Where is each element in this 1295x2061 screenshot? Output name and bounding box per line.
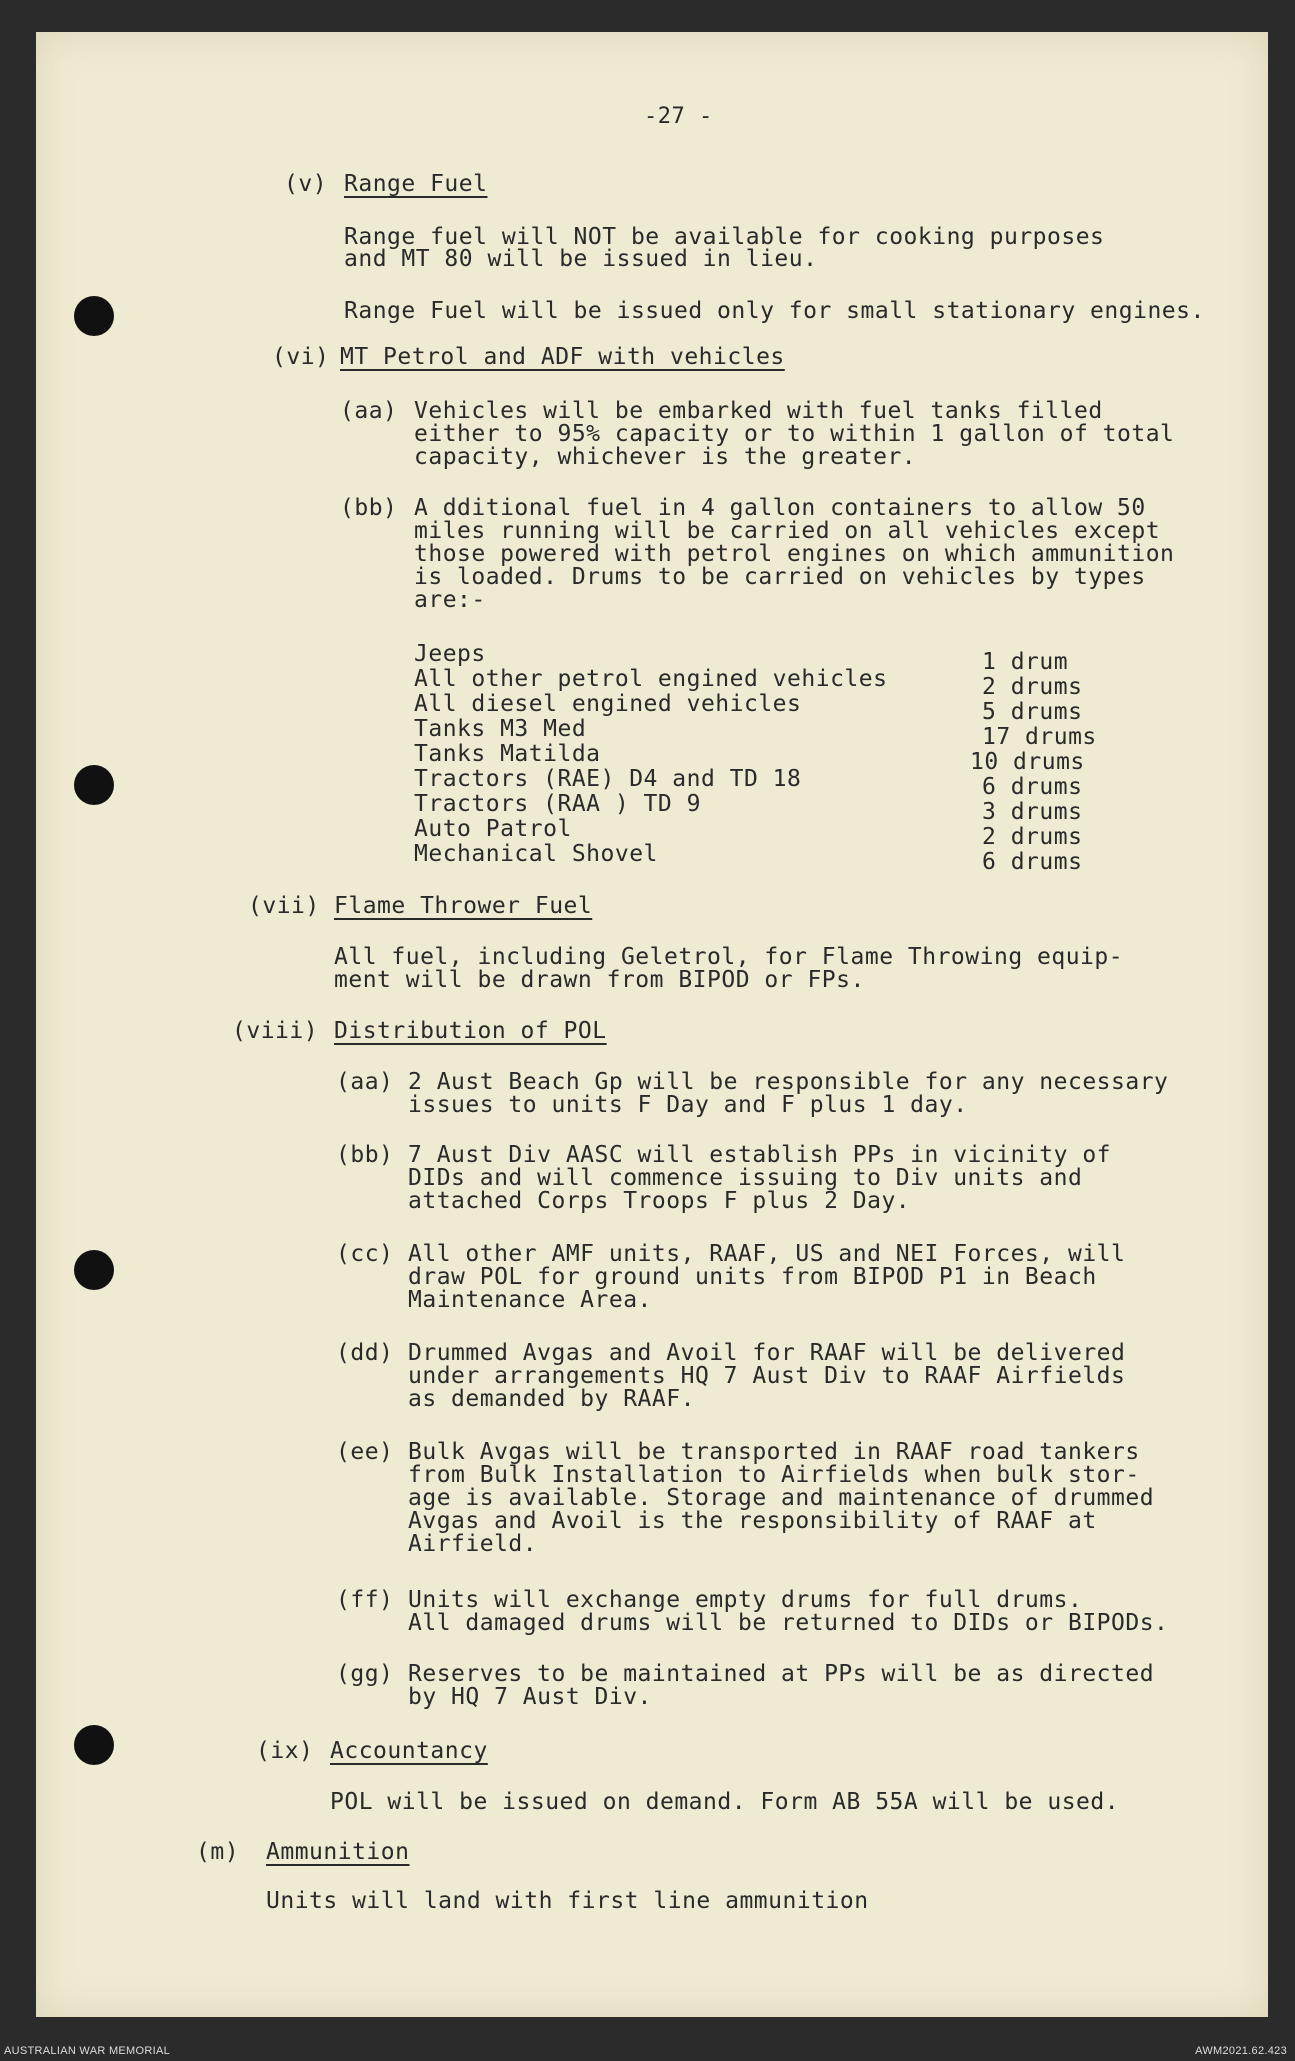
item-line: Airfield. — [408, 1531, 538, 1557]
item-line: age is available. Storage and maintenance of drummed — [408, 1485, 1155, 1511]
section-ix-num: (ix) — [256, 1738, 314, 1764]
vehicle-type: Tanks M3 Med — [414, 716, 587, 742]
item-line: Vehicles will be embarked with fuel tanks filled — [414, 398, 1103, 424]
item-line: DIDs and will commence issuing to Div units and — [408, 1165, 1083, 1191]
item-label: (bb) — [336, 1142, 394, 1168]
item-line: Maintenance Area. — [408, 1287, 652, 1313]
document-page — [36, 32, 1268, 2017]
item-line: 7 Aust Div AASC will establish PPs in vicinity of — [408, 1142, 1112, 1168]
item-line: 2 Aust Beach Gp will be responsible for any necessary — [408, 1069, 1169, 1095]
section-viii-num: (viii) — [232, 1018, 319, 1044]
section-ix-title: Accountancy — [330, 1738, 488, 1764]
item-label: (cc) — [336, 1241, 394, 1267]
vehicle-type: Jeeps — [414, 641, 486, 667]
punch-hole — [74, 296, 114, 336]
vehicle-type: Mechanical Shovel — [414, 841, 658, 867]
vehicle-drums: 2 drums — [982, 824, 1083, 850]
item-line: from Bulk Installation to Airfields when bulk stor- — [408, 1462, 1140, 1488]
punch-hole — [74, 1725, 114, 1765]
vehicle-type: Auto Patrol — [414, 816, 572, 842]
item-line: All damaged drums will be returned to DIDs or BIPODs. — [408, 1610, 1169, 1636]
section-vi-num: (vi) — [272, 344, 330, 370]
item-line: Units will exchange empty drums for full drums. — [408, 1587, 1083, 1613]
vehicle-drums: 6 drums — [982, 774, 1083, 800]
section-viii-title: Distribution of POL — [334, 1018, 607, 1044]
vehicle-type: Tractors (RAE) D4 and TD 18 — [414, 766, 802, 792]
vehicle-type: Tanks Matilda — [414, 741, 601, 767]
item-line: is loaded. Drums to be carried on vehicles by types — [414, 564, 1146, 590]
item-line: Avgas and Avoil is the responsibility of RAAF at — [408, 1508, 1097, 1534]
vehicle-type: All diesel engined vehicles — [414, 691, 802, 717]
item-line: those powered with petrol engines on which ammunition — [414, 541, 1175, 567]
item-label: (gg) — [336, 1661, 394, 1687]
vehicle-drums: 17 drums — [982, 724, 1097, 750]
vehicle-drums: 2 drums — [982, 674, 1083, 700]
vehicle-drums: 10 drums — [970, 749, 1085, 775]
item-line: Bulk Avgas will be transported in RAAF road tankers — [408, 1439, 1140, 1465]
punch-hole — [74, 1250, 114, 1290]
section-vii-line: ment will be drawn from BIPOD or FPs. — [334, 967, 865, 993]
item-line: as demanded by RAAF. — [408, 1386, 695, 1412]
vehicle-type: Tractors (RAA ) TD 9 — [414, 791, 701, 817]
item-line: are:- — [414, 587, 486, 613]
section-vii-num: (vii) — [248, 893, 320, 919]
section-v-line: and MT 80 will be issued in lieu. — [344, 246, 818, 272]
item-label: (aa) — [340, 398, 398, 424]
vehicle-drums: 6 drums — [982, 849, 1083, 875]
item-label: (dd) — [336, 1340, 394, 1366]
section-v-line: Range Fuel will be issued only for small stationary engines. — [344, 298, 1205, 324]
item-line: Reserves to be maintained at PPs will be as directed — [408, 1661, 1155, 1687]
item-line: issues to units F Day and F plus 1 day. — [408, 1092, 968, 1118]
item-line: attached Corps Troops F plus 2 Day. — [408, 1188, 911, 1214]
vehicle-drums: 5 drums — [982, 699, 1083, 725]
item-line: A dditional fuel in 4 gallon containers to allow 50 — [414, 495, 1146, 521]
section-ix-line: POL will be issued on demand. Form AB 55A will be used. — [330, 1789, 1120, 1815]
item-line: under arrangements HQ 7 Aust Div to RAAF Airfields — [408, 1363, 1126, 1389]
section-v-line: Range fuel will NOT be available for cooking purposes — [344, 224, 1105, 250]
footer-right: AWM2021.62.423 — [1195, 2045, 1287, 2057]
item-label: (ff) — [336, 1587, 394, 1613]
section-vii-line: All fuel, including Geletrol, for Flame Throwing equip- — [334, 944, 1124, 970]
page-number: -27 - — [644, 104, 713, 129]
section-m-num: (m) — [196, 1839, 240, 1865]
item-label: (aa) — [336, 1069, 394, 1095]
section-v-title: Range Fuel — [344, 171, 488, 197]
item-line: draw POL for ground units from BIPOD P1 in Beach — [408, 1264, 1097, 1290]
item-line: All other AMF units, RAAF, US and NEI Forces, will — [408, 1241, 1126, 1267]
item-line: Drummed Avgas and Avoil for RAAF will be delivered — [408, 1340, 1126, 1366]
vehicle-drums: 3 drums — [982, 799, 1083, 825]
section-v-num: (v) — [284, 171, 328, 197]
vehicle-drums: 1 drum — [982, 649, 1069, 675]
section-vi-title: MT Petrol and ADF with vehicles — [340, 344, 785, 370]
section-vii-title: Flame Thrower Fuel — [334, 893, 593, 919]
item-line: capacity, whichever is the greater. — [414, 444, 917, 470]
item-line: either to 95% capacity or to within 1 gallon of total — [414, 421, 1175, 447]
item-line: by HQ 7 Aust Div. — [408, 1684, 652, 1710]
section-m-title: Ammunition — [266, 1839, 410, 1865]
item-label: (ee) — [336, 1439, 394, 1465]
footer-left: AUSTRALIAN WAR MEMORIAL — [4, 2045, 171, 2057]
punch-hole — [74, 765, 114, 805]
section-m-line: Units will land with first line ammunition — [266, 1888, 869, 1914]
item-label: (bb) — [340, 495, 398, 521]
vehicle-type: All other petrol engined vehicles — [414, 666, 888, 692]
item-line: miles running will be carried on all vehicles except — [414, 518, 1161, 544]
